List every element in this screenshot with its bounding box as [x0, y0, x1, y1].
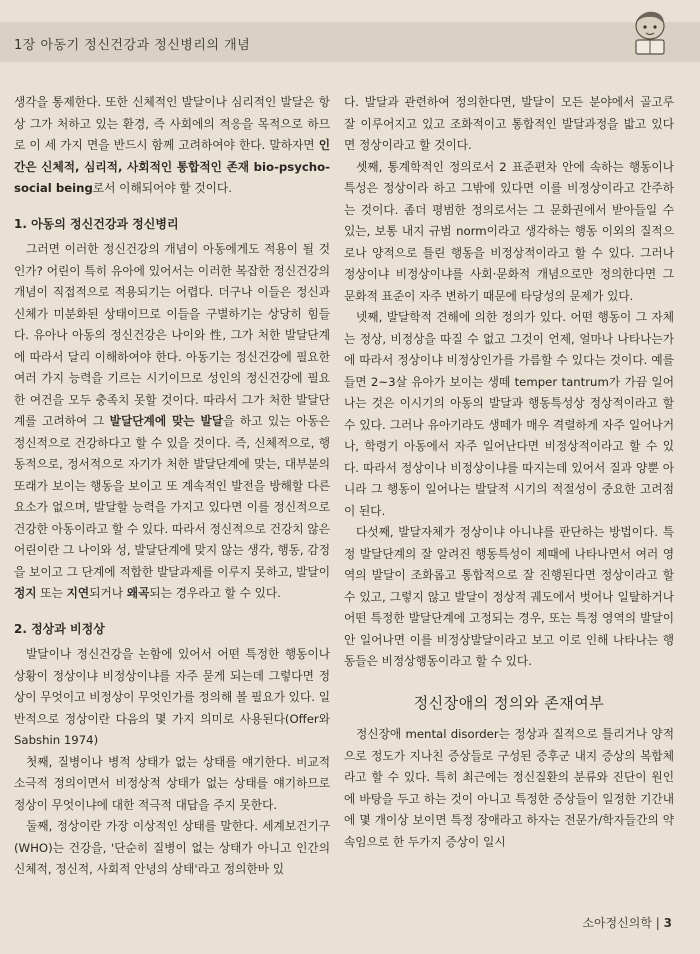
- paragraph: 넷째, 발달학적 견해에 의한 정의가 있다. 어떤 행동이 그 자체는 정상, 비정상을 따질 수 없고 그것이 언제, 얼마나 나타나는가에 따라서 정상이냐 비정상인가를 가름할 수 있다는 것이다. 예를 들면 2~3살 유아가 보이는 생떼 temper tantrum가 가끔 일어나는 것은 이시기의 아동의 발달과 행동특성상 정상적이라고 할 수 있다. 그러나 유아기라도 생떼가 매우 격렬하게 자주 일어나거나, 학령기 아동에서 자주 일어난다면 비정상적이라고 할 수 있다. 따라서 정상이나 비정상이냐를 따지는데 있어서 질과 양뿐 아니라 그 행동이 일어나는 발달적 시기의 적절성이 중요한 고려점이 된다.: [344, 310, 674, 518]
- paragraph: 발달이나 정신건강을 논함에 있어서 어떤 특정한 행동이나 상황이 정상이냐 비정상이냐를 자주 묻게 되는데 그렇다면 정상이 무엇이고 비정상이 무엇인가를 정의해 볼 필요가 있다. 일반적으로 정상이란 다음의 몇 가지 의미로 사용된다(Offer와 Sabshin 1974): [14, 647, 330, 747]
- left-column: [14, 92, 330, 881]
- paragraph: 그러면 이러한 정신건강의 개념이 아동에게도 적용이 될 것인가? 어린이 특히 유아에 있어서는 이러한 복잡한 정신건강의 개념이 직접적으로 적용되기는 어렵다. 더구나 이들은 정신과 신체가 미분화된 상태이므로 이들을 구별하기는 상당히 힘들다. 유아나 아동의 정신건강은 나이와 性, 그가 처한 발달단계에 따라서 달리 이해하여야 한다. 아동기는 정신건강에 필요한 여러 가지 능력을 기르는 시기이므로 성인의 정신건강에 필요한 여건을 모두 충족치 못할 것이다. 따라서 그가 처한 발달단계를 고려하여 그 발달단계에 맞는 발달을 하고 있는 아동은 정신적으로 건강하다고 할 수 있을 것이다. 즉, 신체적으로, 행동적으로, 정서적으로 자기가 처한 발달단계에 맞는, 대부분의 또래가 보이는 행동을 보이고 또 계속적인 발전을 방해할 다른 요소가 없으며, 발달할 능력을 가지고 있다면 이를 정신적으로 건강한 아동이라고 할 수 있다. 따라서 정신적으로 건강치 않은 어린이란 그 나이와 성, 발달단계에 맞지 않는 생각, 행동, 감정을 보이고 그 단계에 적합한 발달과제를 이루지 못하고, 발달이 정지 또는 지연되거나 왜곡되는 경우라고 할 수 있다.: [14, 242, 331, 600]
- paragraph: 정신장애 mental disorder는 정상과 질적으로 틀리거나 양적으로 정도가 지나친 증상들로 구성된 증후군 내지 증상의 복합체라고 할 수 있다. 특히 최근에는 정신질환의 분류와 진단이 원인에 바탕을 두고 하는 것이 아니고 특정한 증상들이 일정한 기간내에 몇 개이상 보이면 특정 장애라고 하자는 전문가/학자들간의 약속임으로 한 두가지 증상이 일시: [344, 727, 674, 849]
- page-footer: [582, 914, 672, 931]
- paragraph: 생각을 통제한다. 또한 신체적인 발달이나 심리적인 발달은 항상 그가 처하고 있는 환경, 즉 사회에의 적응을 목적으로 하므로 이 세 가지 면을 반드시 함께 고려하여야 한다. 말하자면 인간은 신체적, 심리적, 사회적인 통합적인 존재 bio-psycho-social being로서 이해되어야 할 것이다.: [14, 95, 330, 195]
- book-title: 소아정신의학: [582, 916, 652, 930]
- paragraph: 첫째, 질병이나 병적 상태가 없는 상태를 얘기한다. 비교적 소극적 정의이면서 비정상적 상태가 없는 상태를 얘기하므로 정상이 무엇이냐에 대한 적극적 대답을 주지 못한다.: [14, 754, 330, 812]
- paragraph: 셋째, 통계학적인 정의로서 2 표준편차 안에 속하는 행동이나 특성은 정상이라 하고 그밖에 있다면 이를 비정상이라고 간주하는 것이다. 좀더 평범한 정의로서는 그 문화권에서 받아들일 수 있는, 보통 내지 규범 norm이라고 생각하는 행동 이외의 질적으로나 양적으로 틀린 행동을 비정상적이라고 할 수 있다. 그러나 정상이냐 비정상이냐를 사회·문화적 개념으로만 정의한다면 그 문화적 표준이 자주 변하기 때문에 타당성의 문제가 있다.: [344, 159, 674, 303]
- footer-separator: |: [655, 916, 660, 930]
- right-column: [344, 92, 674, 853]
- paragraph: 다. 발달과 관련하여 정의한다면, 발달이 모든 분야에서 골고루 잘 이루어지고 있고 조화적이고 통합적인 발달과정을 밟고 있다면 정상이라고 할 것이다.: [344, 95, 674, 152]
- reading-child-mascot-icon: [622, 4, 678, 60]
- paragraph: 다섯째, 발달자체가 정상이냐 아니냐를 판단하는 방법이다. 특정 발달단계의 잘 알려진 행동특성이 제때에 나타나면서 여러 영역의 발달이 조화롭고 통합적으로 잘 진행된다면 정상이라고 할 수 있고, 그렇지 않고 발달이 정상적 궤도에서 벗어나 일탈하거나 어떤 특정한 발달단계에 고정되는 경우, 또는 특정 영역의 발달이 안 일어나면 이를 비정상발달이라고 보고 이로 인해 나타나는 행동들은 비정상행동이라고 할 수 있다.: [344, 525, 674, 668]
- page-number: 3: [663, 916, 672, 930]
- paragraph: 둘째, 정상이란 가장 이상적인 상태를 말한다. 세계보건기구(WHO)는 건강을, '단순히 질병이 없는 상태가 아니고 인간의 신체적, 정신적, 사회적 안녕의 상태'라고 정의한바 있: [14, 819, 330, 876]
- section-heading-child-mental-health: 1. 아동의 정신건강과 정신병리: [14, 216, 179, 231]
- chapter-title: 1장 아동기 정신건강과 정신병리의 개념: [14, 38, 251, 53]
- section-title-mental-disorder: 정신장애의 정의와 존재여부: [413, 693, 605, 712]
- section-heading-normal-abnormal: 2. 정상과 비정상: [14, 621, 105, 636]
